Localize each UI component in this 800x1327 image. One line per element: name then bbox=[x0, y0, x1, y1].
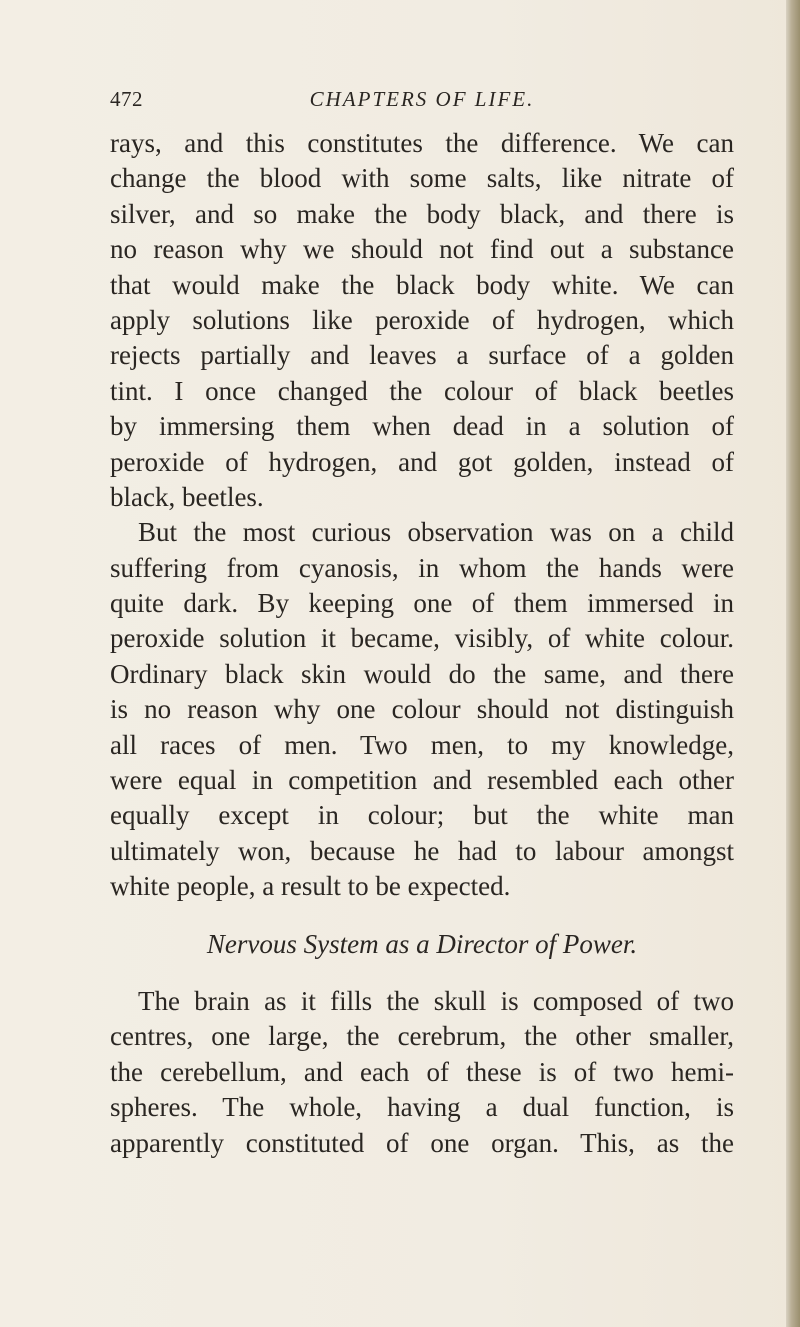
running-title: CHAPTERS OF LIFE. bbox=[309, 87, 535, 111]
text-line: rejects partially and leaves a surface of a golden bbox=[110, 340, 734, 371]
text-line: tint. I once changed the colour of black beetles bbox=[110, 375, 734, 406]
page-header bbox=[110, 84, 734, 114]
text-line: no reason why we should not find out a substance bbox=[110, 234, 734, 265]
text-line: Ordinary black skin would do the same, and there bbox=[110, 658, 734, 689]
text-line: centres, one large, the cerebrum, the other smaller, bbox=[110, 1021, 734, 1052]
section-heading: Nervous System as a Director of Power. bbox=[206, 928, 638, 959]
text-line: all races of men. Two men, to my knowledge, bbox=[110, 729, 734, 760]
text-line: quite dark. By keeping one of them immersed in bbox=[110, 588, 734, 619]
page-edge bbox=[786, 0, 800, 1327]
text-line: peroxide solution it became, visibly, of white colour. bbox=[110, 623, 734, 654]
body-text bbox=[110, 126, 734, 1161]
text-line: equally except in colour; but the white man bbox=[110, 800, 734, 831]
text-line: that would make the black body white. We can bbox=[110, 269, 734, 300]
text-line: by immersing them when dead in a solution of bbox=[110, 411, 734, 442]
text-line: is no reason why one colour should not distinguish bbox=[110, 694, 734, 725]
text-line: were equal in competition and resembled each other bbox=[110, 765, 734, 796]
text-line: spheres. The whole, having a dual function, is bbox=[110, 1092, 734, 1123]
paragraph-start-line: The brain as it fills the skull is composed of two bbox=[138, 985, 734, 1016]
text-line: white people, a result to be expected. bbox=[110, 871, 511, 902]
text-line: rays, and this constitutes the difference. We can bbox=[110, 128, 734, 158]
text-line: change the blood with some salts, like nitrate of bbox=[110, 163, 734, 194]
paragraph-start-line: But the most curious observation was on a child bbox=[138, 517, 734, 548]
page-number: 472 bbox=[110, 87, 143, 111]
text-line: ultimately won, because he had to labour amongst bbox=[110, 835, 734, 866]
text-line: suffering from cyanosis, in whom the hands were bbox=[110, 552, 734, 583]
text-line: the cerebellum, and each of these is of two hemi- bbox=[110, 1056, 734, 1087]
text-line: silver, and so make the body black, and there is bbox=[110, 198, 734, 229]
text-line: apparently constituted of one organ. This, as the bbox=[110, 1127, 734, 1158]
text-line: apply solutions like peroxide of hydrogen, which bbox=[110, 304, 734, 335]
text-line: peroxide of hydrogen, and got golden, instead of bbox=[110, 446, 734, 477]
text-line: black, beetles. bbox=[110, 481, 264, 512]
